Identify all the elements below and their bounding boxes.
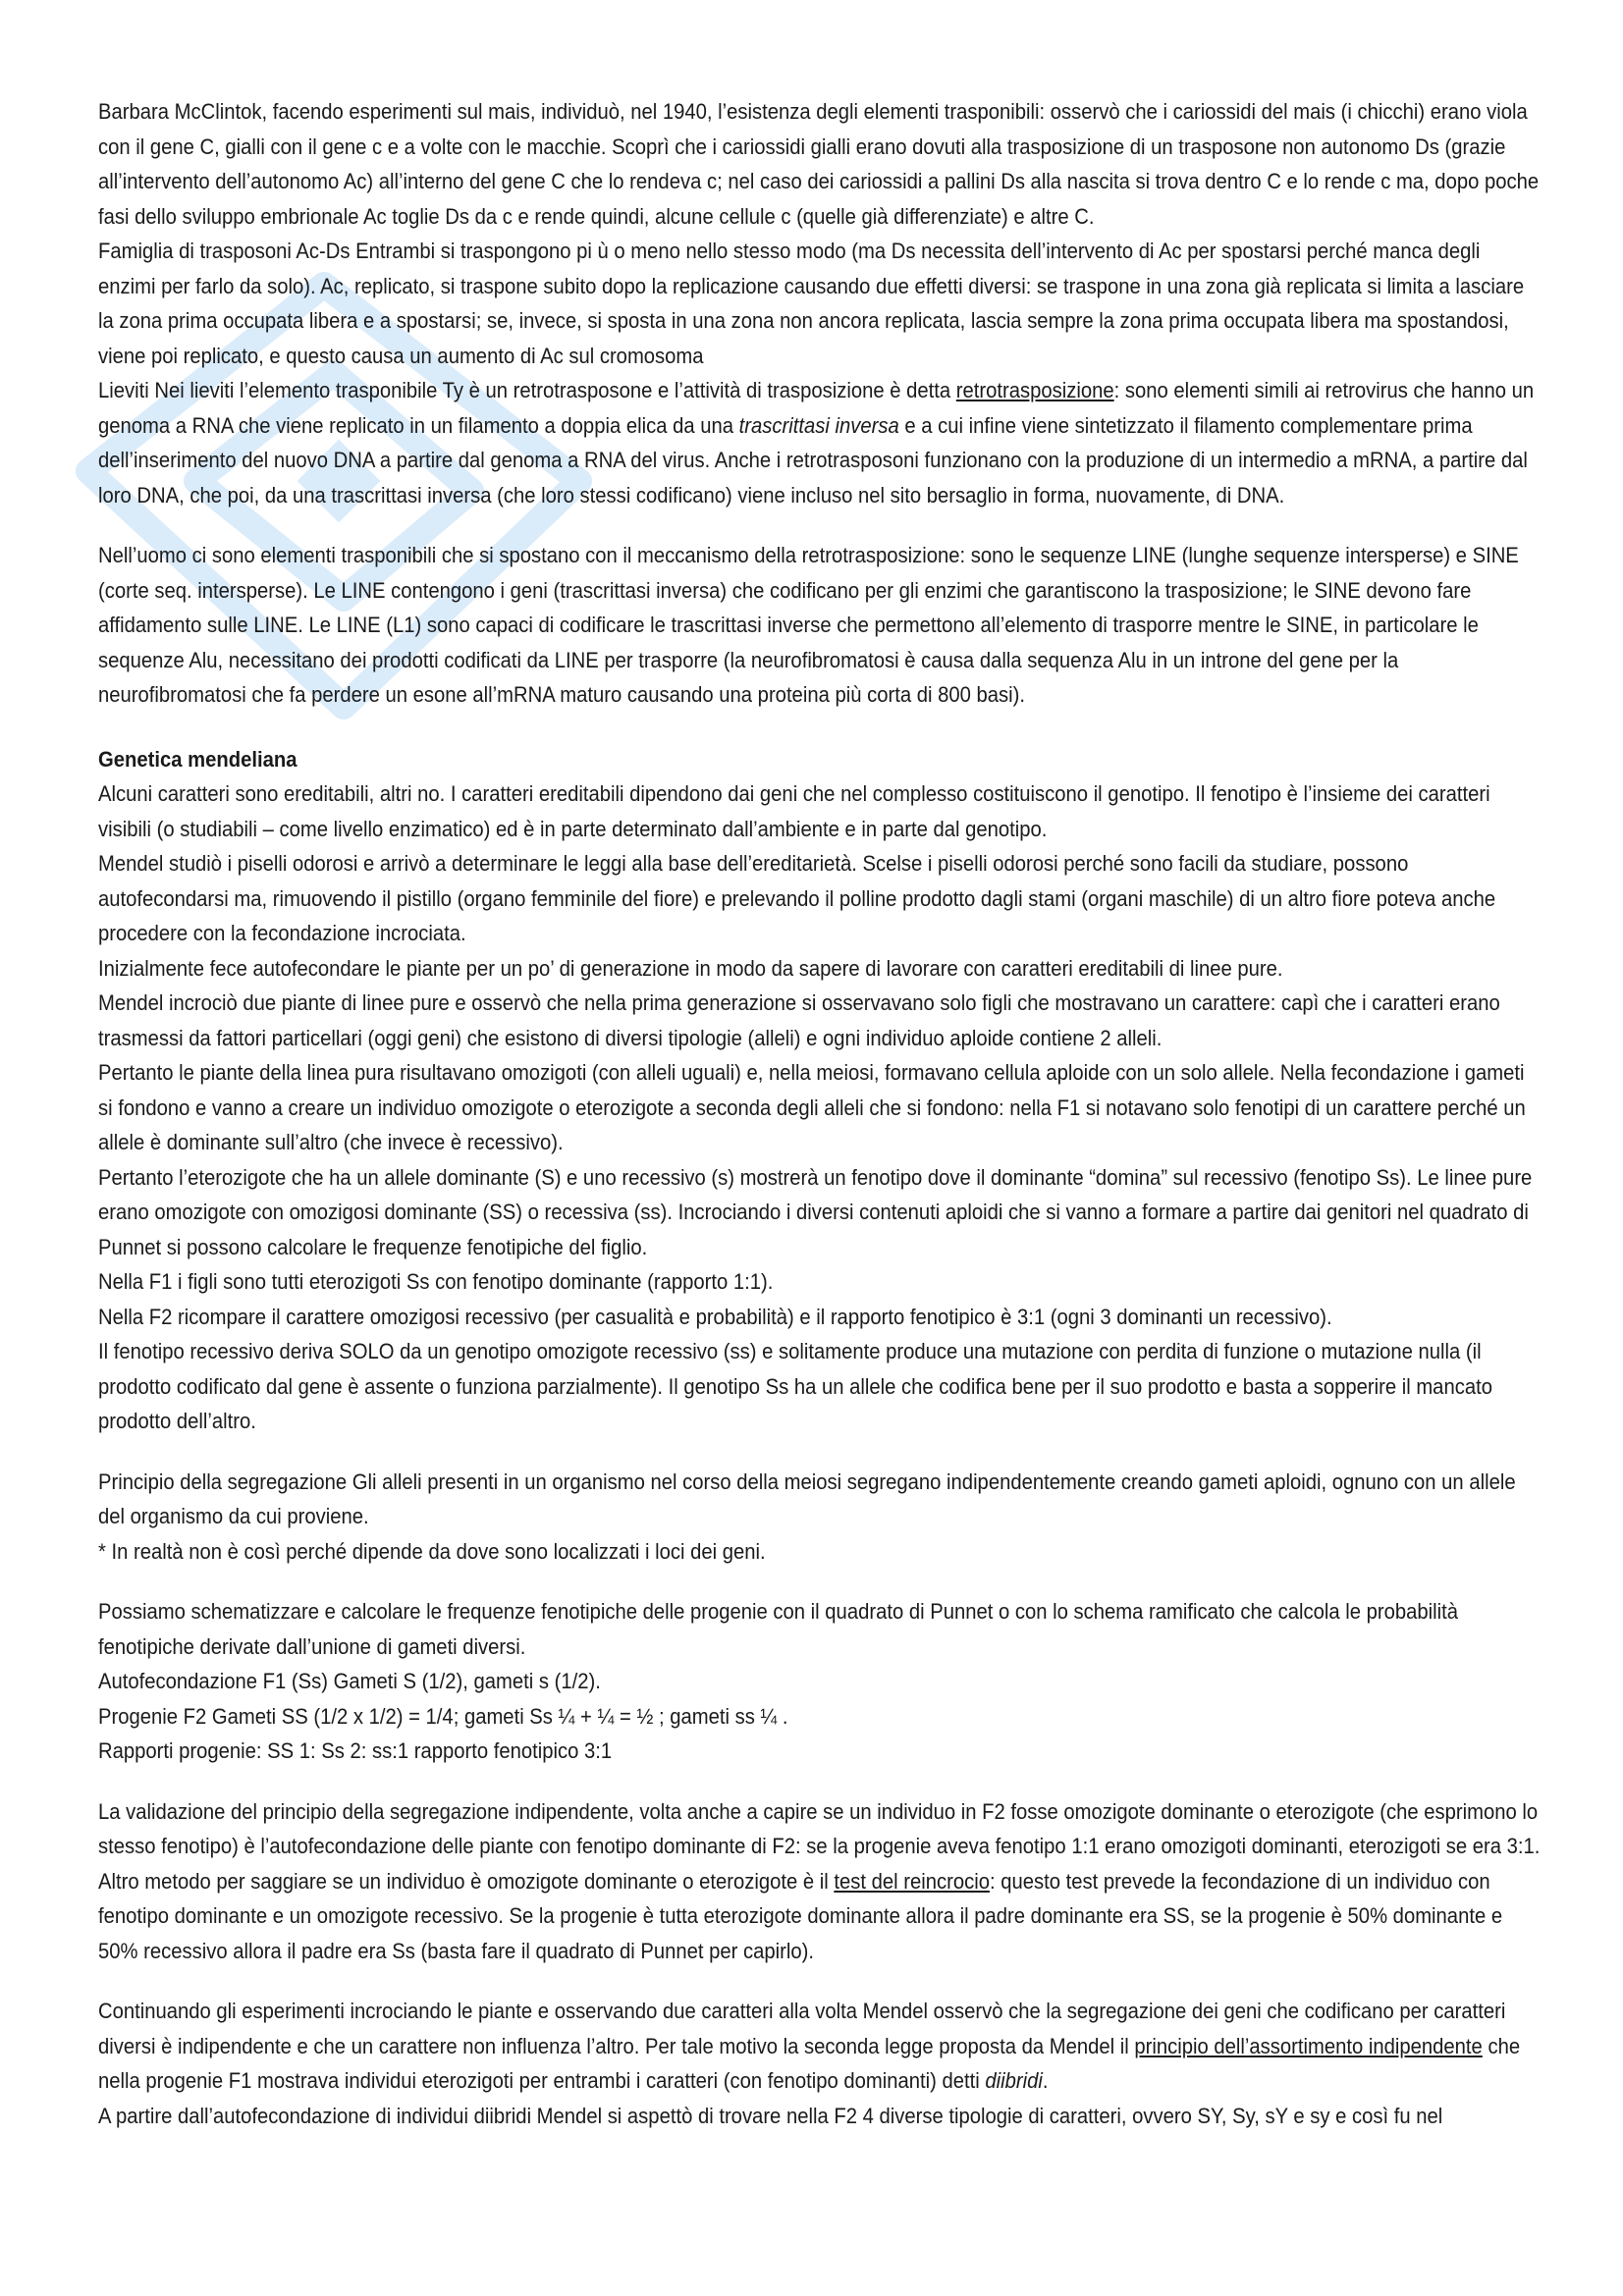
paragraph-lieviti: Lieviti Nei lieviti l’elemento trasponibile Ty è un retrotrasposone e l’attività di trasposizione è detta retrotrasposizione: sono elementi simili ai retrovirus che hanno un genoma a RNA che viene replicato in un filamento a doppia elica da una trascrittasi inversa e a cui infine viene sintetizzato il filamento complementare prima dell’inserimento del nuovo DNA a partire dal genoma a RNA del virus. Anche i retrotrasposoni funzionano con la produzione di un intermedio a mRNA, a partire dal loro DNA, che poi, da una trascrittasi inversa (che loro stessi codificano) viene incluso nel sito bersaglio in forma, nuovamente, di DNA. [98, 378, 1535, 507]
paragraph-segregazione-note: * In realtà non è così perché dipende da dove sono localizzati i loci dei geni. [98, 1538, 766, 1564]
paragraph-diibridi: A partire dall’autofecondazione di individui diibridi Mendel si aspettò di trovare nella F2 4 diverse tipologie di caratteri, ovvero SY, Sy, sY e sy e così fu nel [98, 2103, 1443, 2128]
paragraph-mcclintock: Barbara McClintok, facendo esperimenti sul mais, individuò, nel 1940, l’esistenza degli elementi trasponibili: osservò che i cariossidi del mais (i chicchi) erano viola con il gene C, gialli con il gene c e a volte con le macchie. Scoprì che i cariossidi gialli erano dovuti alla trasposizione di un trasposone non autonomo Ds (grazie all’intervento dell’autonomo Ac) all’interno del gene C che lo rendeva c; nel caso dei cariossidi a pallini Ds alla nascita si trova dentro C e lo rende c ma, dopo poche fasi dello sviluppo embrionale Ac toglie Ds da c e rende quindi, alcune cellule c (quelle già differenziate) e altre C. [98, 99, 1540, 229]
paragraph-assortimento: Continuando gli esperimenti incrociando le piante e osservando due caratteri alla volta Mendel osservò che la segregazione dei geni che codificano per caratteri diversi è indipendente e che un carattere non influenza l’altro. Per tale motivo la seconda legge proposta da Mendel il principio dell’assortimento indipendente che nella progenie F1 mostrava individui eterozigoti per entrambi i caratteri (con fenotipo dominanti) detti diibridi. [98, 1999, 1521, 2093]
paragraph-reincrocio: Altro metodo per saggiare se un individuo è omozigote dominante o eterozigote è il test del reincrocio: questo test prevede la fecondazione di un individuo con fenotipo dominante e un omozigote recessivo. Se la progenie è tutta eterozigote dominante allora il padre dominante era SS, se la progenie è 50% dominante e 50% recessivo allora il padre era Ss (basta fare il quadrato di Punnet per capirlo). [98, 1868, 1503, 1963]
paragraph-validazione: La validazione del principio della segregazione indipendente, volta anche a capire se un individuo in F2 fosse omozigote dominante o eterozigote (che esprimono lo stesso fenotipo) è l’autofecondazione delle piante con fenotipo dominante di F2: se la progenie aveva fenotipo 1:1 erano omozigoti dominanti, eterozigoti se era 3:1. [98, 1798, 1541, 1858]
paragraph-mendel-5: Pertanto le piante della linea pura risultavano omozigoti (con alleli uguali) e, nella meiosi, formavano cellula aploide con un solo allele. Nella fecondazione i gameti si fondono e vanno a creare un individuo omozigote o eterozigote a seconda degli alleli che si fondono: nella F1 si notavano solo fenotipi di un carattere perché un allele è dominante sull’altro (che invece è recessivo). [98, 1060, 1526, 1154]
paragraph-mendel-8: Nella F2 ricompare il carattere omozigosi recessivo (per casualità e probabilità) e il rapporto fenotipico è 3:1 (ogni 3 dominanti un recessivo). [98, 1304, 1332, 1329]
paragraph-mendel-7: Nella F1 i figli sono tutti eterozigoti Ss con fenotipo dominante (rapporto 1:1). [98, 1269, 774, 1294]
document-page [98, 94, 1542, 2133]
paragraph-mendel-2: Mendel studiò i piselli odorosi e arrivò a determinare le leggi alla base dell’ereditarietà. Scelse i piselli odorosi perché sono facili da studiare, possono autofecondarsi ma, rimuovendo il pistillo (organo femminile del fiore) e prelevando il polline prodotto dagli stami (organi maschile) di un altro fiore poteva anche procedere con la fecondazione incrociata. [98, 851, 1496, 945]
paragraph-segregazione: Principio della segregazione Gli alleli presenti in un organismo nel corso della meiosi segregano indipendentemente creando gameti aploidi, ognuno con un allele del organismo da cui proviene. [98, 1468, 1516, 1528]
paragraph-mendel-4: Mendel incrociò due piante di linee pure e osservò che nella prima generazione si osservavano solo figli che mostravano un carattere: capì che i caratteri erano trasmessi da fattori particellari (oggi geni) che esistono di diversi tipologie (alleli) e ogni individuo aploide contiene 2 alleli. [98, 990, 1500, 1050]
paragraph-mendel-9: Il fenotipo recessivo deriva SOLO da un genotipo omozigote recessivo (ss) e solitamente produce una mutazione con perdita di funzione o mutazione nulla (il prodotto codificato dal gene è assente o funziona parzialmente). Il genotipo Ss ha un allele che codifica bene per il suo prodotto e basta a sopperire il mancato prodotto dell’altro. [98, 1339, 1492, 1433]
section-heading: Genetica mendeliana [98, 746, 298, 772]
paragraph-autofecondazione: Autofecondazione F1 (Ss) Gameti S (1/2), gameti s (1/2). [98, 1669, 601, 1693]
paragraph-rapporti: Rapporti progenie: SS 1: Ss 2: ss:1 rapporto fenotipico 3:1 [98, 1738, 613, 1763]
paragraph-line-sine: Nell’uomo ci sono elementi trasponibili che si spostano con il meccanismo della retrotrasposizione: sono le sequenze LINE (lunghe sequenze intersperse) e SINE (corte seq. intersperse). Le LINE contengono i geni (trascrittasi inversa) che codificano per gli enzimi che garantiscono la trasposizione; le SINE devono fare affidamento sulle LINE. Le LINE (L1) sono capaci di codificare le trascrittasi inverse che permettono all’elemento di trasporre mentre le SINE, in particolare le sequenze Alu, necessitano dei prodotti codificati da LINE per trasporre (la neurofibromatosi è causa dalla sequenza Alu in un introne del gene per la neurofibromatosi che fa perdere un esone all’mRNA maturo causando una proteina più corta di 800 basi). [98, 543, 1519, 707]
paragraph-mendel-3: Inizialmente fece autofecondare le piante per un po’ di generazione in modo da sapere di lavorare con caratteri ereditabili di linee pure. [98, 955, 1283, 981]
paragraph-mendel-1: Alcuni caratteri sono ereditabili, altri no. I caratteri ereditabili dipendono dai geni che nel complesso costituiscono il genotipo. Il fenotipo è l’insieme dei caratteri visibili (o studiabili – come livello enzimatico) ed è in parte determinato dall’ambiente e in parte dal genotipo. [98, 781, 1490, 841]
paragraph-progenie-f2: Progenie F2 Gameti SS (1/2 x 1/2) = 1/4; gameti Ss ¼ + ¼ = ½ ; gameti ss ¼ . [98, 1703, 788, 1729]
paragraph-mendel-6: Pertanto l’eterozigote che ha un allele dominante (S) e uno recessivo (s) mostrerà un fenotipo dove il dominante “domina” sul recessivo (fenotipo Ss). Le linee pure erano omozigote con omozigosi dominante (SS) o recessiva (ss). Incrociando i diversi contenuti aploidi che si vanno a formare a partire dai genitori nel quadrato di Punnet si possono calcolare le frequenze fenotipiche del figlio. [98, 1164, 1533, 1259]
paragraph-ac-ds: Famiglia di trasposoni Ac-Ds Entrambi si traspongono pi ù o meno nello stesso modo (ma Ds necessita dell’intervento di Ac per spostarsi perché manca degli enzimi per farlo da solo). Ac, replicato, si traspone subito dopo la replicazione causando due effetti diversi: se traspone in una zona già replicata si limita a lasciare la zona prima occupata libera e a spostarsi; se, invece, si sposta in una zona non ancora replicata, lascia sempre la zona prima occupata libera ma spostandosi, viene poi replicato, e questo causa un aumento di Ac sul cromosoma [98, 239, 1525, 368]
paragraph-punnet: Possiamo schematizzare e calcolare le frequenze fenotipiche delle progenie con il quadrato di Punnet o con lo schema ramificato che calcola le probabilità fenotipiche derivate dall’unione di gameti diversi. [98, 1599, 1458, 1659]
